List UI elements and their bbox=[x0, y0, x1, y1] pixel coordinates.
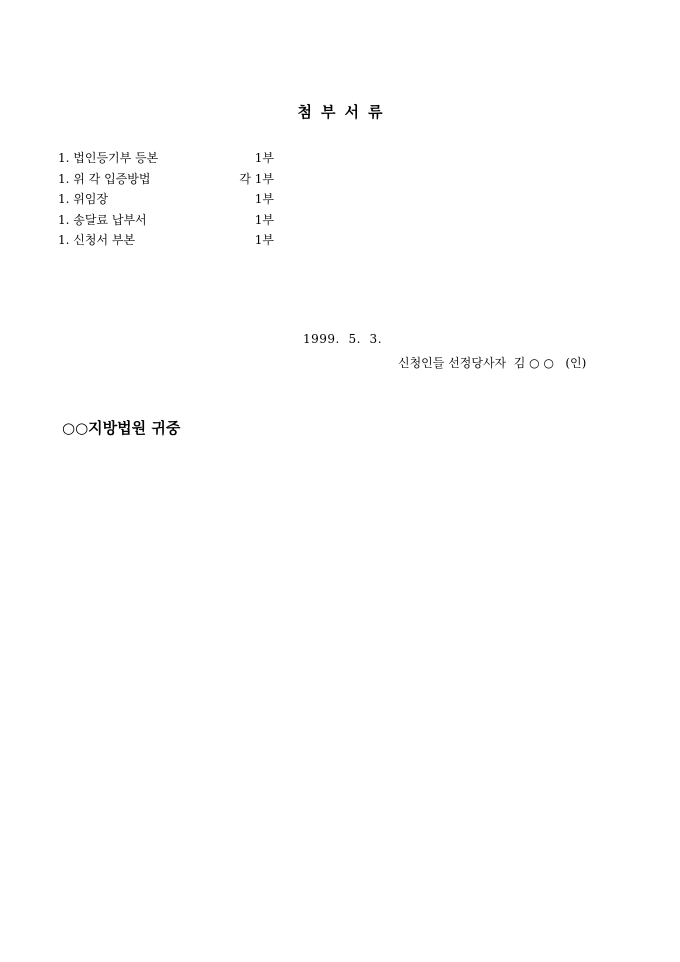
document-title: 첨부서류 bbox=[297, 103, 392, 121]
attachment-item bbox=[58, 230, 298, 251]
attachment-item bbox=[58, 148, 298, 169]
applicant-signature: 신청인들 선정당사자 김 ○ ○ (인) bbox=[398, 356, 587, 370]
attachment-item bbox=[58, 189, 298, 210]
attachment-quantity: 1부 bbox=[254, 233, 274, 247]
attachment-quantity: 1부 bbox=[254, 192, 274, 206]
attachment-quantity: 1부 bbox=[254, 212, 274, 227]
attachment-name: 1. 위 각 입증방법 bbox=[58, 171, 151, 186]
attachment-item bbox=[58, 210, 298, 231]
attachment-name: 1. 신청서 부본 bbox=[58, 233, 136, 247]
attachment-name: 1. 위임장 bbox=[58, 192, 109, 206]
attachment-name: 1. 송달료 납부서 bbox=[58, 212, 147, 227]
attachment-item bbox=[58, 169, 298, 190]
attachment-quantity: 각 1부 bbox=[239, 171, 274, 186]
attachment-list bbox=[58, 148, 298, 251]
attachment-name: 1. 법인등기부 등본 bbox=[58, 151, 159, 165]
document-date: 1999. 5. 3. bbox=[303, 332, 383, 346]
court-addressee: ○○지방법원 귀중 bbox=[62, 419, 181, 437]
attachment-quantity: 1부 bbox=[254, 151, 274, 165]
